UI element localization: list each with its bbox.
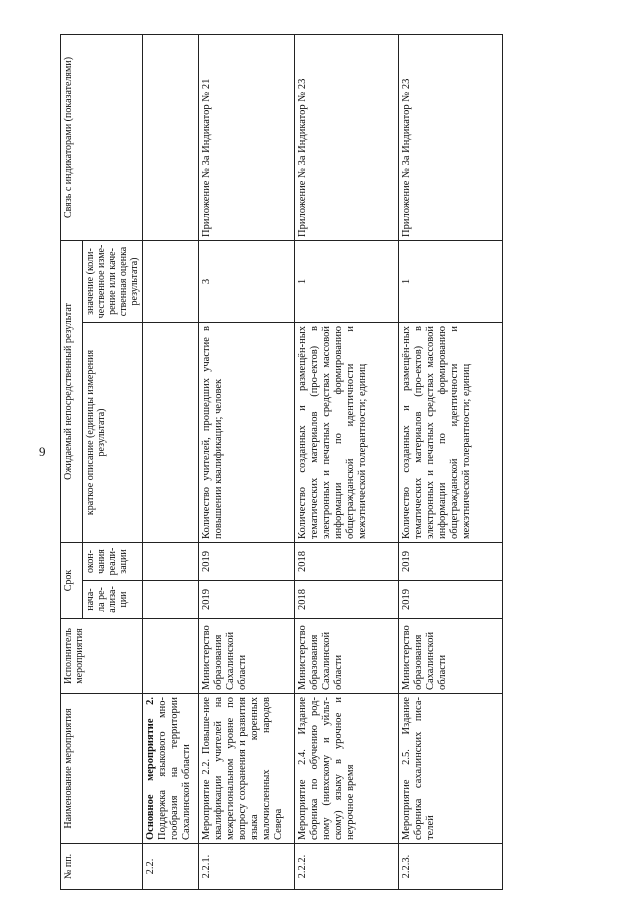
row-value: 1 xyxy=(399,240,503,322)
row-end: 2019 xyxy=(199,543,295,581)
row-executor xyxy=(143,619,199,694)
row-end: 2019 xyxy=(399,543,503,581)
row-num: 2.2.1. xyxy=(199,844,295,890)
activities-table xyxy=(60,34,503,890)
row-value: 3 xyxy=(199,240,295,322)
row-link: Приложение № 3а Индикатор № 21 xyxy=(199,34,295,240)
table-row xyxy=(143,34,199,889)
row-end: 2018 xyxy=(295,543,399,581)
row-value: 1 xyxy=(295,240,399,322)
table-row xyxy=(399,34,503,889)
row-start: 2019 xyxy=(199,581,295,619)
row-name: Мероприятие 2.2. Повыше-ние квалификации учителей на межрегиональном уровне по вопросу сохранения и развития языка коренных малочисленных народов Севера xyxy=(199,694,295,844)
row-start: 2018 xyxy=(295,581,399,619)
row-link: Приложение № 3а Индикатор № 23 xyxy=(295,34,399,240)
header-executor: Исполнитель мероприятия xyxy=(61,619,143,694)
row-name: Мероприятие 2.4. Издание сборника по обучению род-ному (нивхскому и уйльт-скому) языку в урочное и неурочное время xyxy=(295,694,399,844)
row-desc: Количество созданных и размещён-ных тематических материалов (про-ектов) в электронных и печатных средствах массовой информации по формированию общегражданской идентичности и межэтнической толерантности; единиц xyxy=(295,323,399,543)
header-term: Срок xyxy=(61,543,83,619)
row-start xyxy=(143,581,199,619)
row-num: 2.2.2. xyxy=(295,844,399,890)
row-name-bold: Основное мероприятие 2. xyxy=(145,697,156,840)
row-executor: Министерство образования Сахалинской области xyxy=(399,619,503,694)
table-row xyxy=(295,34,399,889)
row-link: Приложение № 3а Индикатор № 23 xyxy=(399,34,503,240)
row-num: 2.2. xyxy=(143,844,199,890)
row-executor: Министерство образования Сахалинской области xyxy=(199,619,295,694)
row-end xyxy=(143,543,199,581)
row-num: 2.2.3. xyxy=(399,844,503,890)
row-desc xyxy=(143,323,199,543)
row-desc: Количество созданных и размещён-ных тематических материалов (про-ектов) в электронных и печатных средствах массовой информации по формированию общегражданской идентичности и межэтнической толерантности; единиц xyxy=(399,323,503,543)
row-name: Мероприятие 2.5. Издание сборника сахалинских писа-телей xyxy=(399,694,503,844)
row-executor: Министерство образования Сахалинской области xyxy=(295,619,399,694)
page-number: 9 xyxy=(39,444,46,459)
table-row xyxy=(199,34,295,889)
header-start: нача-ла ре-ализа-ции xyxy=(83,581,143,619)
row-link xyxy=(143,34,199,240)
header-result: Ожидаемый непосредственный результат xyxy=(61,240,83,542)
row-name xyxy=(143,694,199,844)
row-desc: Количество учителей, прошедших участие в повышении квалификации; человек xyxy=(199,323,295,543)
header-end: окон-чания реали-зации xyxy=(83,543,143,581)
header-value: значение (коли-чественное изме-рение или каче-ственная оценка результата) xyxy=(83,240,143,322)
header-link: Связь с индикаторами (показателями) xyxy=(61,34,143,240)
header-num: № пп. xyxy=(61,844,143,890)
row-value xyxy=(143,240,199,322)
row-name-text: Поддержка языкового мно-гообразия на территории Сахалинской области xyxy=(157,697,192,840)
header-name: Наименование мероприятия xyxy=(61,694,143,844)
header-short-desc: краткое описание (единицы измерения результата) xyxy=(83,323,143,543)
row-start: 2019 xyxy=(399,581,503,619)
rotated-table-container xyxy=(60,35,503,890)
